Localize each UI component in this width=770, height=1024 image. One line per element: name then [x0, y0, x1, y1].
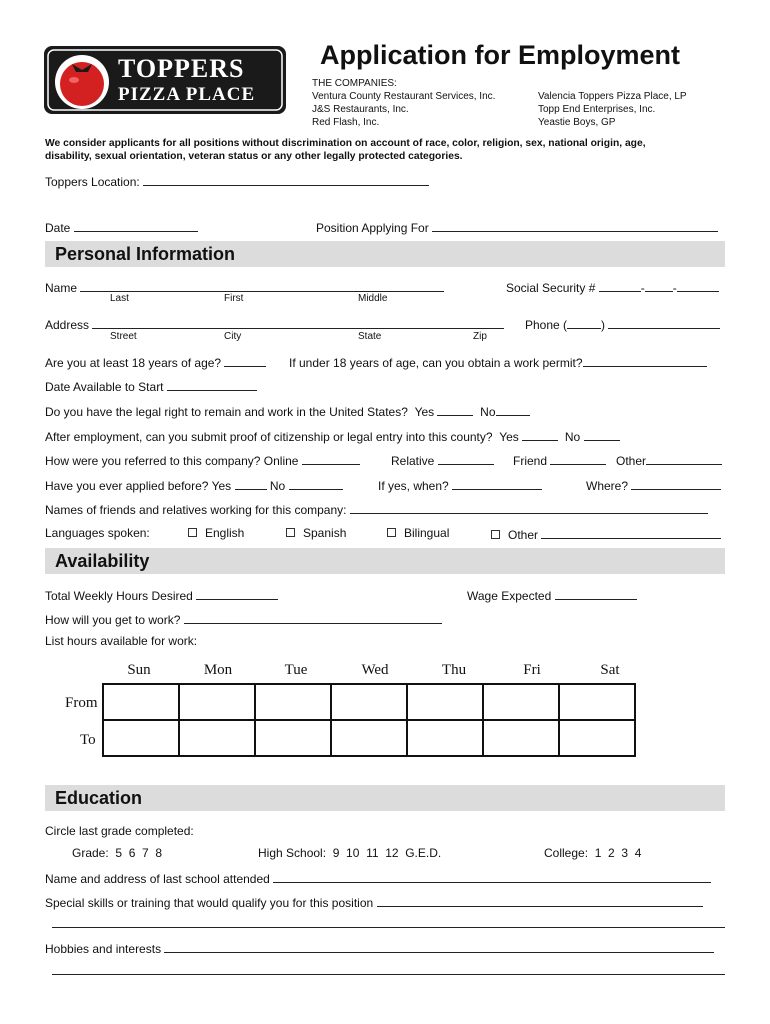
referred-online-label: Online	[263, 454, 299, 468]
section-personal-info	[45, 241, 725, 267]
proof-label: After employment, can you submit proof of citizenship or legal entry into this county?	[45, 430, 493, 444]
referred-online-field[interactable]	[302, 452, 360, 465]
address-state-caption: State	[358, 331, 382, 342]
date-row	[45, 219, 198, 235]
date-available-field[interactable]	[167, 378, 257, 391]
get-to-work-row	[45, 611, 442, 627]
legal-right-label: Do you have the legal right to remain and work in the United States?	[45, 405, 408, 419]
date-field[interactable]	[74, 219, 198, 232]
phone-row: Phone ( )	[525, 316, 720, 332]
applied-where-label: Where?	[586, 479, 629, 493]
from-mon-cell[interactable]	[179, 684, 255, 720]
from-sat-cell[interactable]	[559, 684, 635, 720]
applied-where	[586, 477, 721, 493]
grade-options[interactable]: Grade: 5 6 7 8	[72, 846, 163, 860]
proof-yes-field[interactable]	[522, 428, 558, 441]
companies-heading: THE COMPANIES:	[312, 78, 397, 89]
skills-field-line2[interactable]	[52, 917, 725, 928]
date-label: Date	[45, 221, 71, 235]
permit-label: If under 18 years of age, can you obtain a work permit?	[289, 356, 583, 370]
to-tue-cell[interactable]	[255, 720, 331, 756]
day-fri: Fri	[523, 662, 541, 678]
referred-relative-field[interactable]	[438, 452, 494, 465]
day-sat: Sat	[600, 662, 620, 678]
name-field[interactable]	[80, 279, 444, 292]
schedule-grid	[102, 683, 636, 757]
hobbies-field-line2[interactable]	[52, 964, 725, 975]
position-row	[316, 219, 718, 235]
company-right-1: Valencia Toppers Pizza Place, LP	[538, 91, 687, 102]
referred-friend-field[interactable]	[550, 452, 606, 465]
friends-relatives-field[interactable]	[350, 501, 708, 514]
company-right-3: Yeastie Boys, GP	[538, 117, 616, 128]
address-label: Address	[45, 318, 90, 332]
hours-desired-label: Total Weekly Hours Desired	[45, 589, 193, 603]
wage-row	[467, 587, 637, 603]
referred-label: How were you referred to this company?	[45, 454, 261, 468]
position-field[interactable]	[432, 219, 718, 232]
proof-row	[45, 428, 620, 444]
referred-row	[45, 452, 360, 468]
legal-right-no-field[interactable]	[496, 403, 530, 416]
section-personal-title: Personal Information	[55, 244, 236, 264]
logo-line2: PIZZA PLACE	[118, 84, 256, 105]
applied-where-field[interactable]	[631, 477, 721, 490]
from-thu-cell[interactable]	[407, 684, 483, 720]
day-tue: Tue	[284, 662, 308, 678]
college-options[interactable]: College: 1 2 3 4	[544, 846, 642, 860]
referred-friend-label: Friend	[513, 454, 548, 468]
toppers-location-label: Toppers Location:	[45, 175, 140, 189]
high-school-options[interactable]: High School: 9 10 11 12 G.E.D.	[258, 846, 442, 860]
last-school-label: Name and address of last school attended	[45, 872, 270, 886]
from-label: From	[65, 695, 98, 711]
wage-field[interactable]	[555, 587, 637, 600]
toppers-location-field[interactable]	[143, 173, 429, 186]
referred-relative	[391, 452, 494, 468]
applied-label: Have you ever applied before?	[45, 479, 209, 493]
last-school-row	[45, 870, 711, 886]
english-label: English	[205, 526, 245, 540]
toppers-logo	[44, 46, 286, 114]
phone-area-field[interactable]	[567, 316, 601, 329]
applied-row	[45, 477, 343, 493]
legal-right-row	[45, 403, 530, 419]
other-lang-checkbox[interactable]	[491, 530, 500, 539]
from-tue-cell[interactable]	[255, 684, 331, 720]
day-wed: Wed	[361, 662, 389, 678]
hobbies-row	[45, 940, 714, 956]
permit-field[interactable]	[583, 354, 707, 367]
ssn-field-3[interactable]	[677, 279, 719, 292]
ssn-row: Social Security # - -	[506, 279, 719, 295]
address-zip-caption: Zip	[473, 331, 487, 342]
section-education	[45, 785, 725, 811]
page-title: Application for Employment	[320, 40, 681, 70]
skills-field[interactable]	[377, 894, 703, 907]
ssn-field-1[interactable]	[599, 279, 641, 292]
ssn-field-2[interactable]	[645, 279, 673, 292]
address-field[interactable]	[92, 316, 504, 329]
schedule-to-row	[103, 720, 635, 756]
name-first-caption: First	[224, 293, 244, 304]
to-thu-cell[interactable]	[407, 720, 483, 756]
schedule-from-row	[103, 684, 635, 720]
section-availability-title: Availability	[55, 551, 150, 571]
to-sat-cell[interactable]	[559, 720, 635, 756]
get-to-work-field[interactable]	[184, 611, 442, 624]
skills-row	[45, 894, 703, 910]
to-sun-cell[interactable]	[103, 720, 179, 756]
phone-field[interactable]	[608, 316, 720, 329]
company-left-3: Red Flash, Inc.	[312, 117, 380, 128]
applied-no-label: No	[269, 479, 286, 493]
lang-english[interactable]	[188, 526, 244, 540]
name-middle-caption: Middle	[358, 293, 388, 304]
from-fri-cell[interactable]	[483, 684, 559, 720]
ssn-label: Social Security #	[506, 281, 596, 295]
date-available-label: Date Available to Start	[45, 380, 164, 394]
day-sun: Sun	[127, 662, 151, 678]
languages-label: Languages spoken:	[45, 526, 150, 540]
from-sun-cell[interactable]	[103, 684, 179, 720]
list-hours-label: List hours available for work:	[45, 634, 198, 648]
to-wed-cell[interactable]	[331, 720, 407, 756]
legal-right-yes-field[interactable]	[437, 403, 473, 416]
referred-relative-label: Relative	[391, 454, 435, 468]
phone-label: Phone (	[525, 318, 568, 332]
get-to-work-label: How will you get to work?	[45, 613, 181, 627]
bilingual-label: Bilingual	[404, 526, 450, 540]
skills-label: Special skills or training that would qualify you for this position	[45, 896, 374, 910]
legal-right-no-label: No	[480, 405, 496, 419]
friends-relatives-row	[45, 501, 708, 517]
age18-field[interactable]	[224, 354, 266, 367]
section-availability	[45, 548, 725, 574]
other-lang-field[interactable]	[541, 526, 721, 539]
hours-desired-field[interactable]	[196, 587, 278, 600]
name-label: Name	[45, 281, 78, 295]
referred-other-field[interactable]	[646, 452, 722, 465]
position-label: Position Applying For	[316, 221, 429, 235]
legal-right-yes-label: Yes	[414, 405, 435, 419]
address-city-caption: City	[224, 331, 242, 342]
bilingual-checkbox[interactable]	[387, 528, 396, 537]
company-left-1: Ventura County Restaurant Services, Inc.	[312, 91, 496, 102]
lang-bilingual[interactable]	[387, 526, 449, 540]
referred-friend	[513, 452, 606, 468]
proof-yes-label: Yes	[499, 430, 519, 444]
applied-yes-field[interactable]	[235, 477, 267, 490]
to-fri-cell[interactable]	[483, 720, 559, 756]
to-mon-cell[interactable]	[179, 720, 255, 756]
day-mon: Mon	[203, 662, 233, 678]
wage-label: Wage Expected	[467, 589, 552, 603]
hobbies-field[interactable]	[164, 940, 714, 953]
applied-when-label: If yes, when?	[378, 479, 449, 493]
address-street-caption: Street	[110, 331, 137, 342]
applied-when	[378, 477, 542, 493]
date-available-row	[45, 378, 257, 394]
section-education-title: Education	[55, 788, 143, 808]
hobbies-label: Hobbies and interests	[45, 942, 162, 956]
hours-desired-row	[45, 587, 278, 603]
day-thu: Thu	[441, 662, 467, 678]
last-school-field[interactable]	[273, 870, 711, 883]
from-wed-cell[interactable]	[331, 684, 407, 720]
age18-label: Are you at least 18 years of age?	[45, 356, 222, 370]
company-left-2: J&S Restaurants, Inc.	[312, 104, 409, 115]
logo-line1: TOPPERS	[118, 54, 245, 83]
applied-when-field[interactable]	[452, 477, 542, 490]
spanish-label: Spanish	[303, 526, 347, 540]
english-checkbox[interactable]	[188, 528, 197, 537]
applied-no-field[interactable]	[289, 477, 343, 490]
proof-no-label: No	[564, 430, 581, 444]
address-row	[45, 316, 504, 332]
toppers-location-row	[45, 173, 429, 189]
lang-spanish[interactable]	[286, 526, 346, 540]
friends-relatives-label: Names of friends and relatives working for this company:	[45, 503, 347, 517]
age-row	[45, 354, 266, 370]
spanish-checkbox[interactable]	[286, 528, 295, 537]
proof-no-field[interactable]	[584, 428, 620, 441]
to-label: To	[80, 732, 96, 748]
referred-other	[616, 452, 722, 468]
applied-yes-label: Yes	[211, 479, 232, 493]
disclaimer-line1: We consider applicants for all positions without discrimination on account of race, color, religion, sex, national origin, age,	[45, 138, 646, 149]
circle-grade-label: Circle last grade completed:	[45, 824, 194, 838]
referred-other-label: Other	[616, 454, 647, 468]
name-last-caption: Last	[110, 293, 129, 304]
lang-other[interactable]	[491, 526, 721, 542]
company-right-2: Topp End Enterprises, Inc.	[538, 104, 656, 115]
permit-row	[289, 354, 707, 370]
other-lang-label: Other	[508, 528, 539, 542]
disclaimer-line2: disability, sexual orientation, veteran status or any other legally protected categories.	[45, 151, 463, 162]
